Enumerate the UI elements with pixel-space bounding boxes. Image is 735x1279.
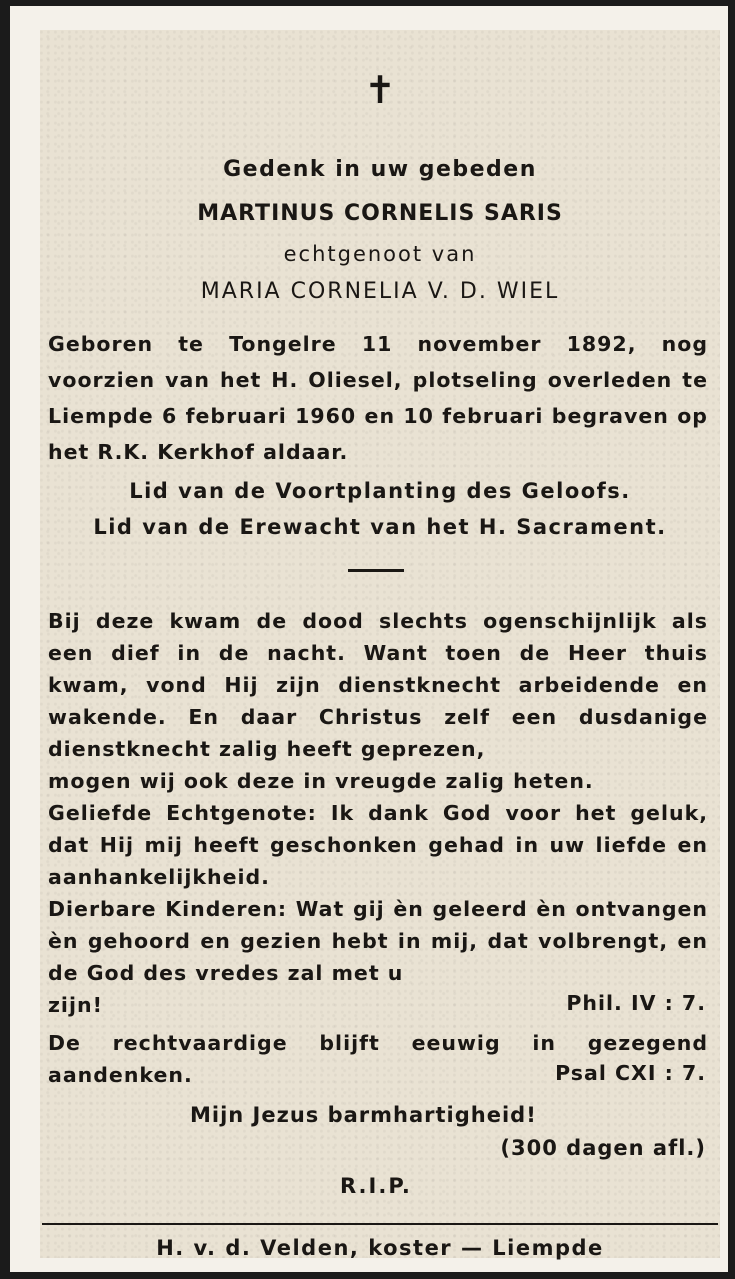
memorial-card <box>40 30 720 1258</box>
paragraph-spouse: Geliefde Echtgenote: Ik dank God voor het geluk, dat Hij mij heeft geschonken gehad in uw liefde en aanhankelijkheid. <box>48 801 708 889</box>
paragraph-righteous: De rechtvaardige blijft eeuwig in gezegend aandenken. <box>48 1031 708 1087</box>
scripture-reference-psalm: Psal CXI : 7. <box>555 1061 706 1085</box>
spouse-name: MARIA CORNELIA V. D. WIEL <box>200 279 560 304</box>
paragraph-children: Dierbare Kinderen: Wat gij èn geleerd èn ontvangen èn gehoord en gezien hebt in mij, dat volbrengt, en de God des vredes zal met u <box>48 897 708 985</box>
scripture-reference-phil: Phil. IV : 7. <box>566 991 706 1015</box>
deceased-name: MARTINUS CORNELIS SARIS <box>197 201 563 226</box>
membership-1: Lid van de Voortplanting des Geloofs. <box>129 479 631 503</box>
indulgence: (300 dagen afl.) <box>500 1136 706 1160</box>
membership-2: Lid van de Erewacht van het H. Sacrament. <box>93 515 667 539</box>
footer-rule <box>42 1223 718 1225</box>
paragraph-death-end: mogen wij ook deze in vreugde zalig heten. <box>48 769 594 793</box>
paragraph-death: Bij deze kwam de dood slechts ogenschijnlijk als een dief in de nacht. Want toen de Heer thuis kwam, vond Hij zijn dienstknecht arbeidende en wakende. En daar Christus zelf een dusdanige dienstknecht zalig heeft geprezen, <box>48 609 708 761</box>
card-border <box>10 6 728 1272</box>
cross-icon: ✝ <box>364 68 396 112</box>
rip: R.I.P. <box>340 1174 412 1198</box>
memorial-text <box>48 605 708 1021</box>
biography: Geboren te Tongelre 11 november 1892, nog voorzien van het H. Oliesel, plotseling overleden te Liempde 6 februari 1960 en 10 februari begraven op het R.K. Kerkhof aldaar. <box>48 332 708 464</box>
remembrance-heading: Gedenk in uw gebeden <box>223 157 537 182</box>
printer-footer: H. v. d. Velden, koster — Liempde <box>156 1236 604 1260</box>
separator <box>348 569 404 572</box>
prayer: Mijn Jezus barmhartigheid! <box>190 1103 537 1127</box>
paragraph-children-end: zijn! <box>48 993 103 1017</box>
spouse-intro: echtgenoot van <box>283 242 477 266</box>
